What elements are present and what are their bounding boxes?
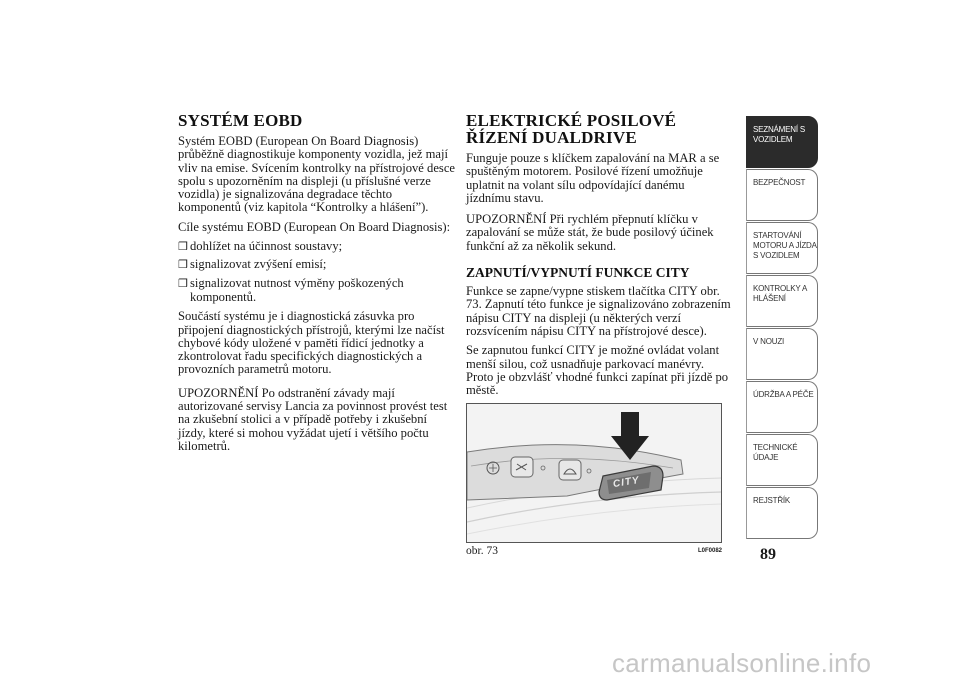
tab-kontrolky[interactable]: KONTROLKY A HLÁŠENÍ	[746, 275, 818, 327]
city-paragraph-2: Se zapnutou funkcí CITY je možné ovládat volant menší silou, což usnadňuje parkovací manévry. Proto je obzvlášť vhodné funkci zapínat při jízdě po městě.	[466, 343, 729, 398]
list-item: ❒ signalizovat nutnost výměny poškozených komponentů.	[178, 275, 404, 304]
tab-technicke[interactable]: TECHNICKÉ ÚDAJE	[746, 434, 818, 486]
figure-code: L0F0082	[697, 548, 722, 555]
left-column	[178, 112, 456, 459]
tab-v-nouzi[interactable]: V NOUZI	[746, 328, 818, 380]
page-number: 89	[760, 546, 776, 563]
list-item: ❒ dohlížet na účinnost soustavy;	[178, 239, 343, 254]
city-button-label: CITY	[612, 475, 641, 491]
eobd-warning: UPOZORNĚNÍ Po odstranění závady mají autorizované servisy Lancia za povinnost provést test na zkušební stolici a v případě potřeby i zkušební jízdy, které si mohou vyžádat ujetí i většího počtu kilometrů.	[178, 385, 448, 453]
figure-caption: obr. 73	[466, 545, 498, 558]
dashboard-illustration	[467, 404, 721, 542]
right-column	[466, 112, 732, 557]
dualdrive-title: ELEKTRICKÉ POSILOVÉ ŘÍZENÍ DUALDRIVE	[466, 111, 677, 147]
checkbox-bullet-icon: ❒	[178, 241, 188, 254]
checkbox-bullet-icon: ❒	[178, 277, 188, 290]
tab-startovani[interactable]: STARTOVÁNÍ MOTORU A JÍZDA S VOZIDLEM	[746, 222, 818, 274]
list-item: ❒ signalizovat zvýšení emisí;	[178, 257, 327, 272]
city-paragraph-1: Funkce se zapne/vypne stiskem tlačítka CITY obr. 73. Zapnutí této funkce je signalizováno zobrazením nápisu CITY na displeji (u některých verzí rozsvícením nápisu CITY na přístrojové desce).	[466, 284, 731, 338]
checkbox-bullet-icon: ❒	[178, 259, 188, 272]
tab-rejstrik[interactable]: REJSTŘÍK	[746, 487, 818, 539]
watermark: carmanualsonline.info	[612, 648, 872, 678]
tab-udrzba[interactable]: ÚDRŽBA A PÉČE	[746, 381, 818, 433]
dualdrive-warning: UPOZORNĚNÍ Při rychlém přepnutí klíčku v zapalování se může stát, že bude posilový účinek funkční až za několik sekund.	[466, 212, 714, 253]
tab-seznameni[interactable]: SEZNÁMENÍ S VOZIDLEM	[746, 116, 818, 168]
tab-bezpecnost[interactable]: BEZPEČNOST	[746, 169, 818, 221]
eobd-paragraph-1: Systém EOBD (European On Board Diagnosis) průběžně diagnostikuje komponenty vozidla, jež mají vliv na emise. Svícením kontrolky na přístrojové desce spolu s upozorněním na displeji (u příslušné verze vozidla) je signalizována degradace těchto komponentů (viz kapitola “Kontrolky a hlášení”).	[178, 134, 456, 215]
eobd-goals-list	[178, 240, 456, 304]
eobd-paragraph-2: Cíle systému EOBD (European On Board Diagnosis):	[178, 219, 451, 234]
chapter-tabs	[746, 116, 818, 540]
city-button-figure	[466, 403, 722, 543]
dualdrive-paragraph-1: Funguje pouze s klíčkem zapalování na MAR a se spuštěným motorem. Posilové řízení umožňuje uplatnit na volant sílu odpovídající danému jízdnímu stavu.	[466, 151, 720, 205]
city-subtitle: ZAPNUTÍ/VYPNUTÍ FUNKCE CITY	[466, 265, 690, 281]
eobd-paragraph-3: Součástí systému je i diagnostická zásuvka pro připojení diagnostických přístrojů, kterými lze načíst chybové kódy uložené v paměti řídicí jednotky a zkontrolovat řadu specifických diagnostických a provozních parametrů motoru.	[178, 309, 445, 377]
eobd-title: SYSTÉM EOBD	[178, 111, 303, 130]
figure-caption-row	[466, 545, 722, 557]
